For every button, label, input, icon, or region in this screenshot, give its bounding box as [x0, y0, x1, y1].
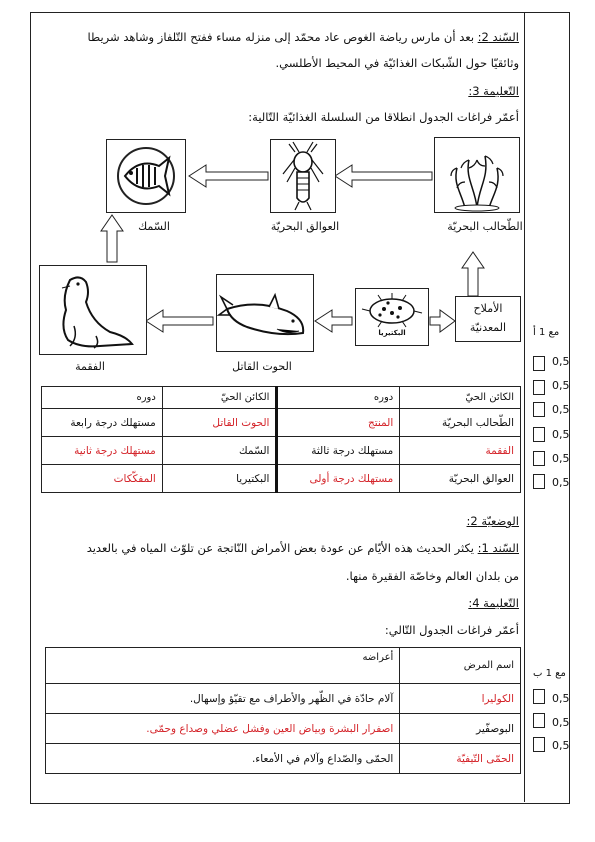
th-organism2: الكائن الحيّ — [162, 387, 277, 409]
fish-icon — [107, 140, 185, 212]
score-checkbox[interactable] — [533, 737, 545, 752]
algae-caption: الطّحالب البحريّة — [447, 220, 523, 233]
score-value: 0,5 — [552, 403, 570, 416]
food-chain-table — [41, 386, 521, 493]
cell-organism1: الطّحالب البحريّة — [400, 409, 521, 437]
doc-label: السّند 1: — [477, 541, 519, 555]
th-symptoms: أعراضه — [46, 648, 400, 684]
bacteria-tag: البكتيريا — [378, 329, 406, 337]
score-value: 0,5 — [552, 355, 570, 368]
arrow-shrimp-to-fish — [189, 165, 268, 187]
doc-label: السّند 2: — [477, 30, 519, 44]
instruction4-label: التّعليمة 4: — [468, 596, 519, 610]
cell-disease: البوصفّير — [400, 714, 521, 744]
th-disease: اسم المرض — [400, 648, 521, 684]
score-value: 0,5 — [552, 739, 570, 752]
cell-organism1: العوالق البحريّة — [400, 465, 521, 493]
score-checkbox[interactable] — [533, 713, 545, 728]
score-checkbox[interactable] — [533, 474, 545, 489]
score-value: 0,5 — [552, 476, 570, 489]
cell-disease-answer[interactable]: الكوليرا — [400, 684, 521, 714]
cell-role2-answer[interactable]: مستهلك درجة ثانية — [42, 437, 163, 465]
doc2-paragraph-line2: وثائقيّا حول الشّبكات الغذائيّة في المحيط الأطلسي. — [275, 56, 519, 70]
doc-text: بعد أن مارس رياضة الغوص عاد محمّد إلى منزله مساء ففتح التّلفاز وشاهد شريطا — [87, 30, 475, 44]
table-row — [46, 744, 521, 774]
cell-symptoms: الحمّى والصّداع وآلام في الأمعاء. — [46, 744, 400, 774]
doc-text: يكثر الحديث هذه الأيّام عن عودة بعض الأمراض النّاتجة عن تلوّث المياه في بالعديد — [86, 541, 475, 555]
minerals-box — [455, 296, 521, 342]
cell-role2[interactable]: مستهلك درجة رابعة — [42, 409, 163, 437]
score-checkbox[interactable] — [533, 380, 545, 395]
table-row — [42, 437, 521, 465]
whale-box — [216, 274, 314, 352]
minerals-line1: الأملاح — [473, 302, 503, 315]
table-row — [46, 684, 521, 714]
score-value: 0,5 — [552, 452, 570, 465]
score-checkbox[interactable] — [533, 689, 545, 704]
doc1-paragraph-line2: من بلدان العالم وخاصّة الفقيرة منها. — [345, 569, 519, 583]
disease-table — [45, 647, 521, 774]
arrow-whale-to-seal — [146, 310, 213, 332]
cell-role1-answer[interactable]: المنتج — [277, 409, 400, 437]
table-row — [46, 714, 521, 744]
fish-box — [106, 139, 186, 213]
score-value: 0,5 — [552, 716, 570, 729]
instruction3-label: التّعليمة 3: — [468, 84, 519, 98]
score-checkbox[interactable] — [533, 451, 545, 466]
score-value: 0,5 — [552, 692, 570, 705]
arrow-seal-to-fish — [101, 215, 123, 262]
whale-icon — [217, 275, 313, 351]
th-role1: دوره — [277, 387, 400, 409]
cell-organism1-answer[interactable]: الفقمة — [400, 437, 521, 465]
cell-disease-answer[interactable]: الحمّى التّيفيّة — [400, 744, 521, 774]
fish-caption: السّمك — [138, 220, 170, 233]
minerals-line2: المعدنيّة — [469, 321, 507, 334]
score-checkbox[interactable] — [533, 356, 545, 371]
table-row — [42, 409, 521, 437]
doc1-paragraph-line1 — [87, 537, 519, 559]
cell-symptoms: آلام حادّة في الظّهر والأطراف مع تقيّؤ وإسهال. — [46, 684, 400, 714]
arrow-minerals-to-algae — [462, 252, 484, 296]
instruction3-text: أعمّر فراغات الجدول انطلاقا من السلسلة الغذائيّة التّالية: — [248, 110, 519, 124]
criterion-a-label: مع 1 أ — [533, 327, 560, 338]
shrimp-caption: العوالق البحريّة — [270, 220, 340, 233]
score-value: 0,5 — [552, 379, 570, 392]
shrimp-box — [270, 139, 336, 213]
bacteria-box — [355, 288, 429, 346]
cell-role2-answer[interactable]: المفكّكات — [42, 465, 163, 493]
instruction4-text: أعمّر فراغات الجدول التّالي: — [384, 623, 519, 637]
cell-organism2: السّمك — [162, 437, 277, 465]
arrow-bacteria-to-minerals — [430, 310, 455, 332]
table-row — [42, 465, 521, 493]
whale-caption: الحوت القاتل — [232, 360, 292, 373]
seal-box — [39, 265, 147, 355]
situation2-label: الوضعيّة 2: — [466, 514, 519, 528]
cell-organism2-answer[interactable]: الحوت القاتل — [162, 409, 277, 437]
criterion-b-label: مع 1 ب — [533, 668, 566, 679]
cell-organism2: البكتيريا — [162, 465, 277, 493]
arrow-bacteria-to-whale — [315, 310, 352, 332]
cell-role1-answer[interactable]: مستهلك درجة أولى — [277, 465, 400, 493]
seal-caption: الفقمة — [75, 360, 105, 373]
score-checkbox[interactable] — [533, 427, 545, 442]
cell-role1: مستهلك درجة ثالثة — [277, 437, 400, 465]
algae-box — [434, 137, 520, 213]
th-role2: دوره — [42, 387, 163, 409]
shrimp-icon — [271, 140, 335, 212]
seaweed-icon — [435, 138, 519, 212]
score-checkbox[interactable] — [533, 402, 545, 417]
cell-symptoms-answer[interactable]: اصفرار البشرة وبياض العين وفشل عضلي وصداع وحمّى. — [46, 714, 400, 744]
seal-icon — [40, 266, 146, 354]
score-value: 0,5 — [552, 428, 570, 441]
arrow-algae-to-shrimp — [335, 165, 432, 187]
th-organism1: الكائن الحيّ — [400, 387, 521, 409]
